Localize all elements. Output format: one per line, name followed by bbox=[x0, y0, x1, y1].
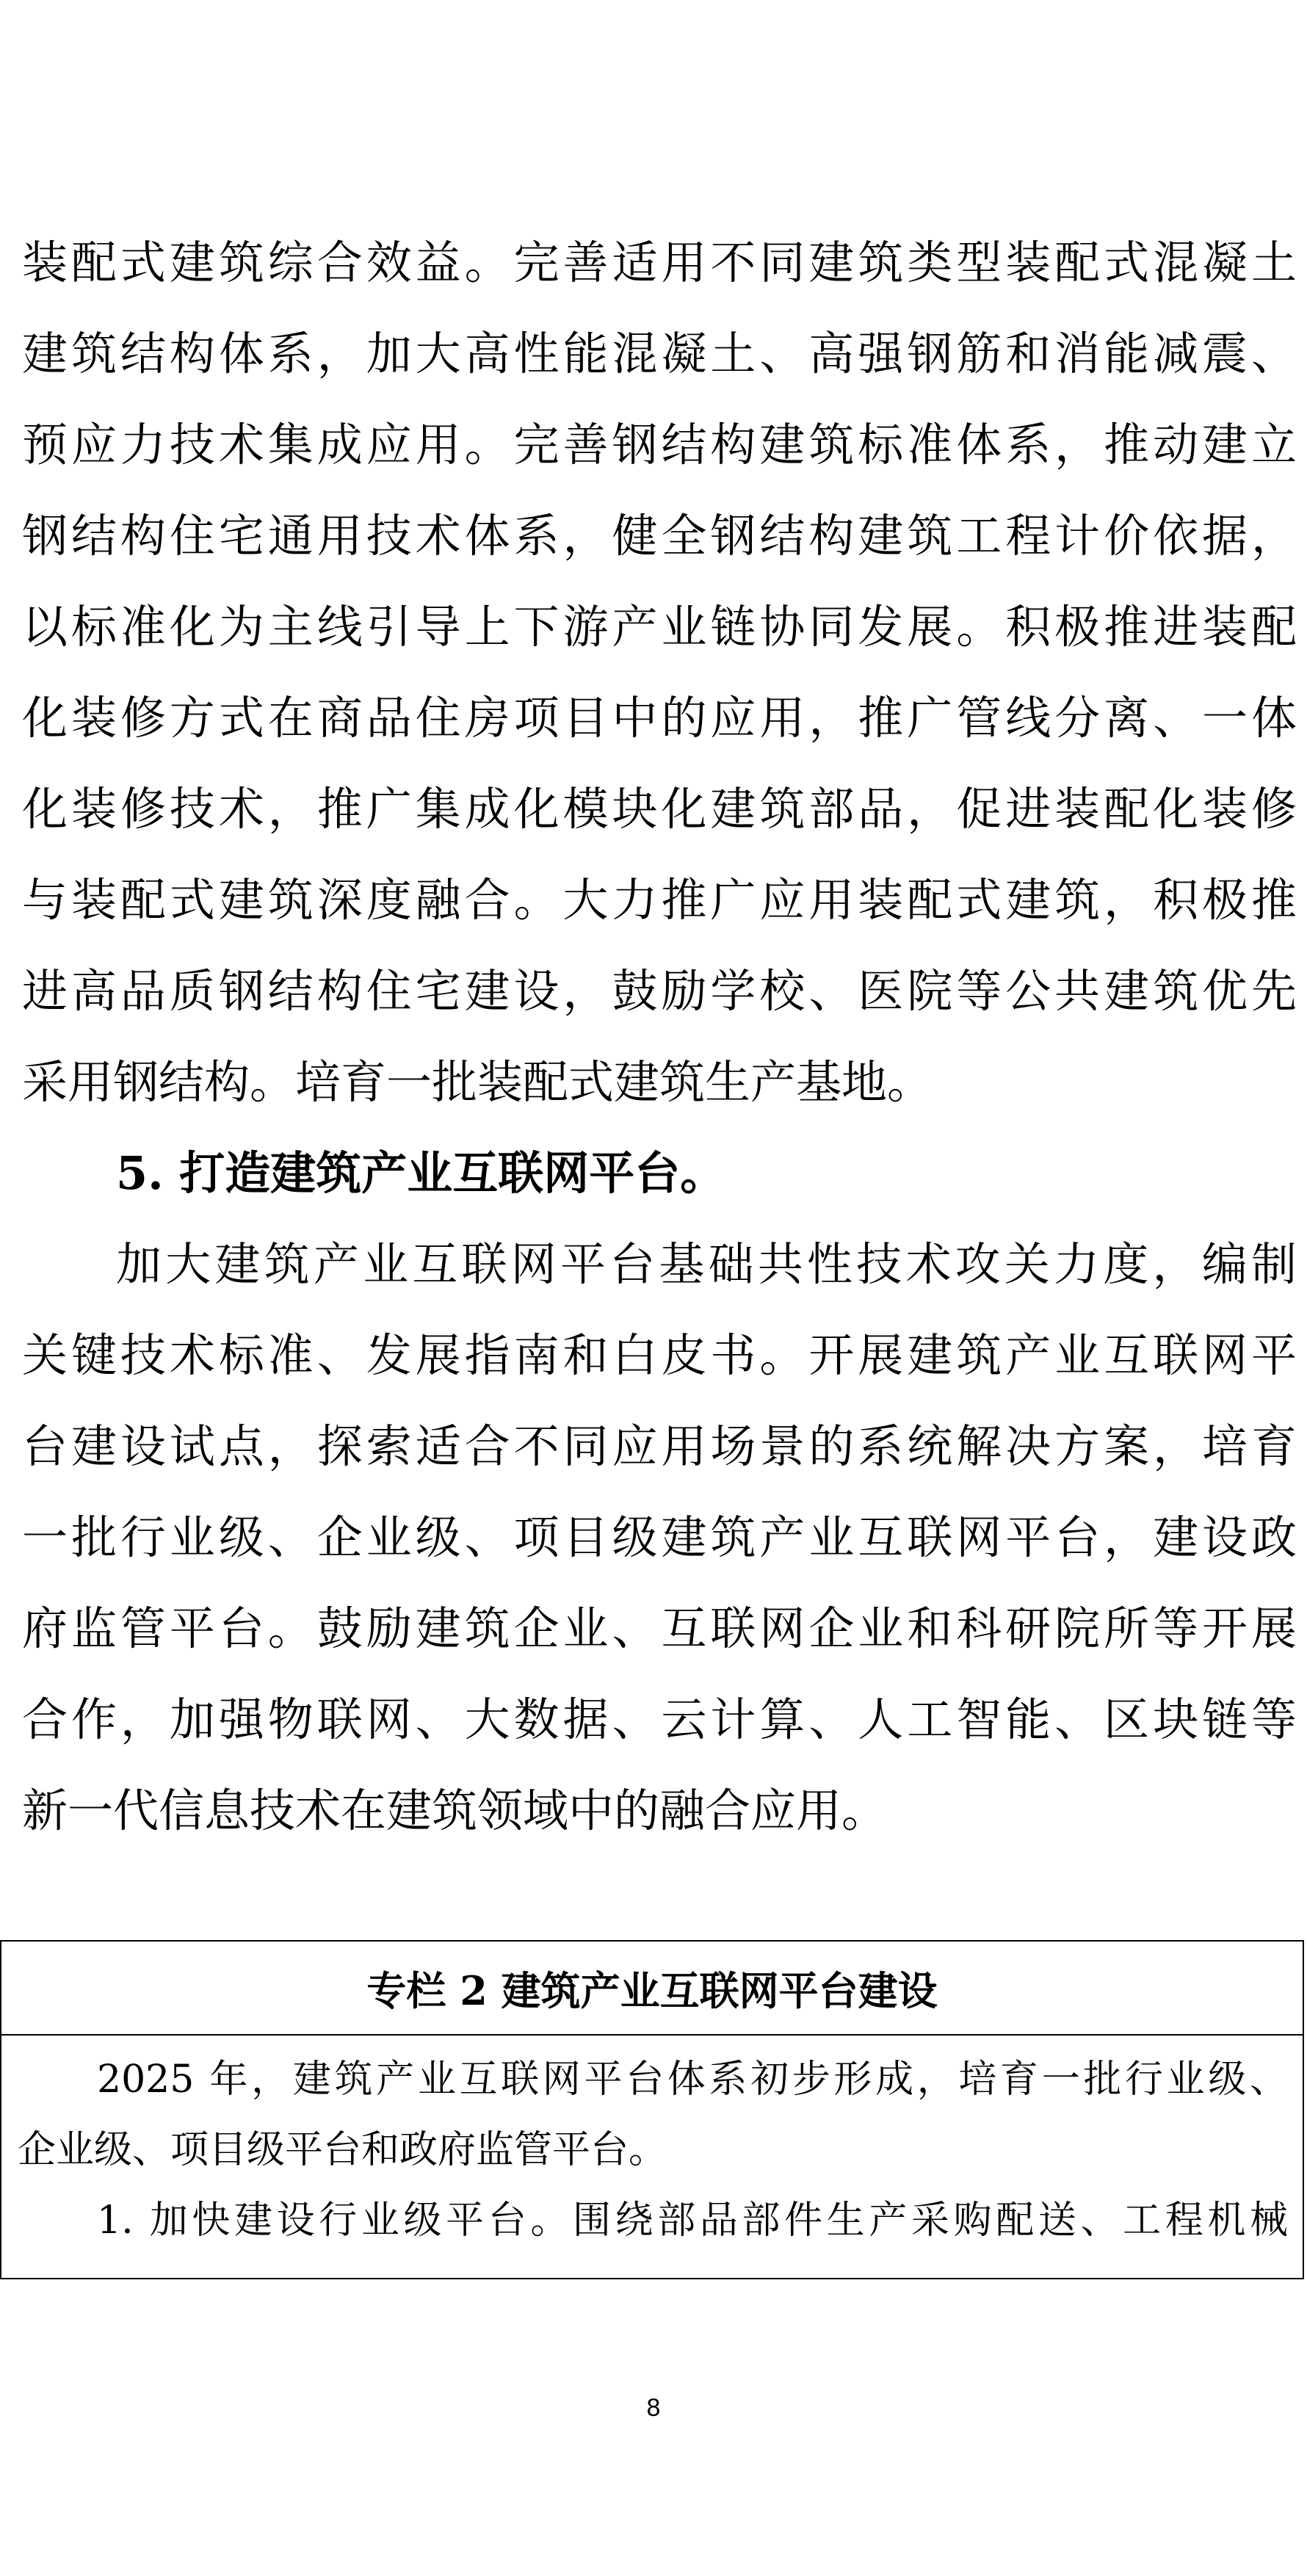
section-heading: 5. 打造建筑产业互联网平台。 bbox=[116, 1146, 726, 1200]
paragraph-line: 一批行业级、企业级、项目级建筑产业互联网平台，建设政 bbox=[22, 1510, 1297, 1564]
paragraph-line: 以标准化为主线引导上下游产业链协同发展。积极推进装配 bbox=[22, 600, 1297, 654]
page-number: 8 bbox=[646, 2394, 661, 2422]
column-box-line: 1. 加快建设行业级平台。围绕部品部件生产采购配送、工程机械 bbox=[97, 2199, 1288, 2243]
paragraph-line: 合作，加强物联网、大数据、云计算、人工智能、区块链等 bbox=[22, 1693, 1297, 1746]
paragraph-line: 府监管平台。鼓励建筑企业、互联网企业和科研院所等开展 bbox=[22, 1602, 1297, 1655]
column-box bbox=[0, 1940, 1304, 2279]
paragraph-line: 台建设试点，探索适合不同应用场景的系统解决方案，培育 bbox=[22, 1419, 1297, 1473]
paragraph-line: 化装修方式在商品住房项目中的应用，推广管线分离、一体 bbox=[22, 691, 1297, 745]
paragraph-line: 新一代信息技术在建筑领域中的融合应用。 bbox=[22, 1784, 888, 1837]
paragraph-line: 化装修技术，推广集成化模块化建筑部品，促进装配化装修 bbox=[22, 782, 1297, 836]
paragraph-line: 钢结构住宅通用技术体系，健全钢结构建筑工程计价依据， bbox=[22, 509, 1297, 562]
paragraph-line: 预应力技术集成应用。完善钢结构建筑标准体系，推动建立 bbox=[22, 418, 1297, 471]
paragraph-line: 采用钢结构。培育一批装配式建筑生产基地。 bbox=[22, 1055, 933, 1109]
paragraph-line: 进高品质钢结构住宅建设，鼓励学校、医院等公共建筑优先 bbox=[22, 964, 1297, 1018]
paragraph-line: 与装配式建筑深度融合。大力推广应用装配式建筑，积极推 bbox=[22, 873, 1297, 927]
paragraph-line: 加大建筑产业互联网平台基础共性技术攻关力度，编制 bbox=[116, 1237, 1297, 1291]
column-box-title: 专栏 2 建筑产业互联网平台建设 bbox=[1, 1942, 1303, 2036]
column-box-line: 企业级、项目级平台和政府监管平台。 bbox=[18, 2128, 667, 2172]
paragraph-line: 建筑结构体系，加大高性能混凝土、高强钢筋和消能减震、 bbox=[22, 327, 1297, 380]
paragraph-line: 装配式建筑综合效益。完善适用不同建筑类型装配式混凝土 bbox=[22, 236, 1297, 289]
paragraph-line: 关键技术标准、发展指南和白皮书。开展建筑产业互联网平 bbox=[22, 1328, 1297, 1382]
column-box-line: 2025 年，建筑产业互联网平台体系初步形成，培育一批行业级、 bbox=[97, 2058, 1288, 2102]
